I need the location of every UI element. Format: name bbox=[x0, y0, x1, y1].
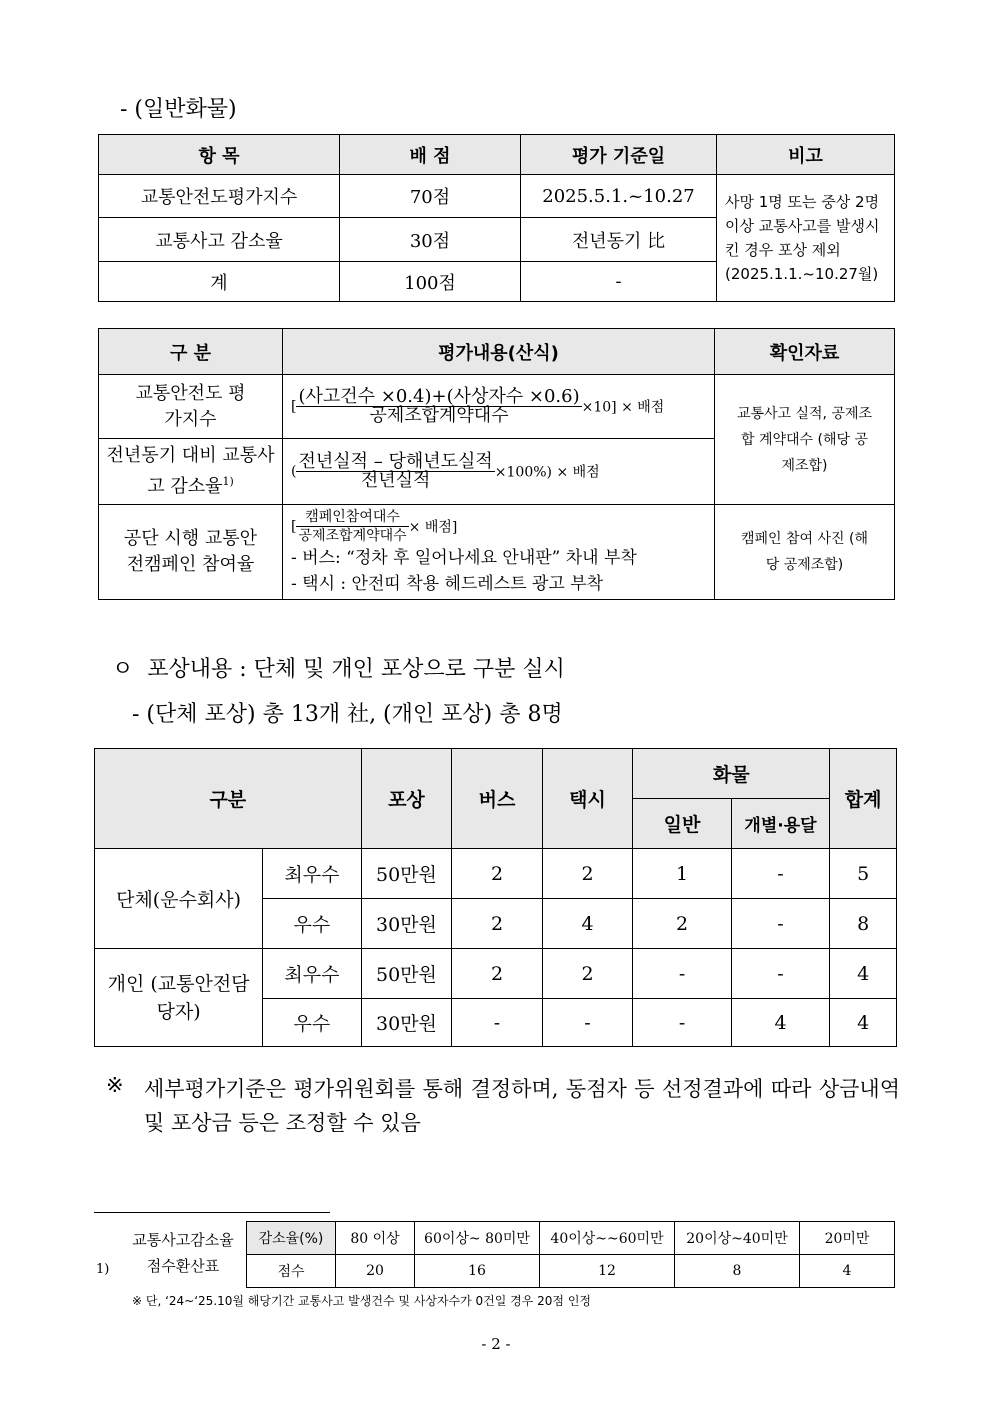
table-cell: 8 bbox=[830, 899, 897, 949]
header-note: 비고 bbox=[717, 135, 895, 175]
exclusion-note: 사망 1명 또는 중상 2명 이상 교통사고를 발생시킨 경우 포상 제외 (2025.1.1.~10.27월) bbox=[717, 175, 895, 302]
header-score: 배 점 bbox=[340, 135, 521, 175]
header-total: 합계 bbox=[830, 749, 897, 849]
range-cell: 80 이상 bbox=[336, 1222, 415, 1255]
award-heading: ㅇ 포상내용 : 단체 및 개인 포상으로 구분 실시 bbox=[112, 657, 565, 682]
table-cell: 2 bbox=[542, 949, 633, 999]
score-cell: 16 bbox=[415, 1255, 540, 1288]
source-cell: 캠페인 참여 사진 (해당 공제조합) bbox=[715, 505, 895, 600]
table-cell: 4 bbox=[830, 999, 897, 1047]
safety-index-formula: [ $\frac{\text{(사고건수 ×0.4)+(사상자수 ×0.6)}}{\text{공제조합계약대수}}$ ×10] × 배점 bbox=[283, 375, 715, 439]
range-cell: 20이상~40미만 bbox=[675, 1222, 800, 1255]
person-label: 개인 (교통안전담당자) bbox=[95, 949, 263, 1047]
header-taxi: 택시 bbox=[542, 749, 633, 849]
taxi-campaign-note: - 택시 : 안전띠 착용 헤드레스트 광고 부착 bbox=[291, 573, 604, 594]
table-cell: 70점 bbox=[340, 175, 521, 218]
header-award: 포상 bbox=[361, 749, 452, 849]
table-cell: 2025.5.1.~10.27 bbox=[521, 175, 717, 218]
fraction: $\frac{\text{전년실적 – 당해년도실적}}{\text{전년실적}}$ bbox=[298, 451, 493, 491]
footnote-note: ※ 단, ‘24~‘25.10월 해당기간 교통사고 발생건수 및 사상자수가 0건일 경우 20점 인정 bbox=[132, 1294, 592, 1308]
score-label: 점수 bbox=[247, 1255, 336, 1288]
table-cell: - bbox=[633, 949, 731, 999]
score-cell: 20 bbox=[336, 1255, 415, 1288]
table-cell: 30만원 bbox=[361, 999, 452, 1047]
table-cell: 1 bbox=[633, 849, 731, 899]
remark-text: 세부평가기준은 평가위원회를 통해 결정하며, 동점자 등 선정결과에 따라 상금내역 및 포상금 등은 조정할 수 있음 bbox=[144, 1077, 900, 1135]
table-cell: 2 bbox=[542, 849, 633, 899]
table-cell: 2 bbox=[452, 949, 543, 999]
range-cell: 20미만 bbox=[800, 1222, 895, 1255]
table-cell: 교통안전도평가지수 bbox=[99, 175, 340, 218]
row-label: 교통안전도 평가지수 bbox=[99, 375, 283, 439]
source-cell: 교통사고 실적, 공제조합 계약대수 (해당 공제조합) bbox=[715, 375, 895, 505]
table-cell: 4 bbox=[830, 949, 897, 999]
reduction-label: 감소율(%) bbox=[247, 1222, 336, 1255]
table-cell: 2 bbox=[452, 899, 543, 949]
score-cell: 12 bbox=[540, 1255, 675, 1288]
footnote-number: 1) bbox=[96, 1262, 110, 1277]
table-cell: 50만원 bbox=[361, 849, 452, 899]
table-cell: - bbox=[633, 999, 731, 1047]
fraction: $\frac{\text{캠페인참여대수}}{\text{공제조합계약대수}}$ bbox=[298, 508, 407, 544]
header-formula: 평가내용(산식) bbox=[283, 329, 715, 375]
footnote-divider bbox=[94, 1212, 330, 1213]
score-cell: 4 bbox=[800, 1255, 895, 1288]
table-cell: - bbox=[452, 999, 543, 1047]
section-heading: - (일반화물) bbox=[120, 97, 237, 122]
table-cell: 최우수 bbox=[263, 849, 361, 899]
table-cell: 교통사고 감소율 bbox=[99, 218, 340, 262]
header-category: 구 분 bbox=[99, 329, 283, 375]
score-cell: 8 bbox=[675, 1255, 800, 1288]
header-individual: 개별·용달 bbox=[731, 799, 829, 849]
header-item: 항 목 bbox=[99, 135, 340, 175]
reduction-rate-formula: ( $\frac{\text{전년실적 – 당해년도실적}}{\text{전년실적}}$ ×100%) × 배점 bbox=[283, 439, 715, 505]
range-cell: 40이상~~60미만 bbox=[540, 1222, 675, 1255]
table-cell: - bbox=[731, 849, 829, 899]
table-cell: 100점 bbox=[340, 262, 521, 302]
table-cell: 4 bbox=[731, 999, 829, 1047]
remark-mark: ※ bbox=[106, 1073, 124, 1097]
range-cell: 60이상~ 80미만 bbox=[415, 1222, 540, 1255]
table-cell: 30만원 bbox=[361, 899, 452, 949]
fraction: $\frac{\text{(사고건수 ×0.4)+(사상자수 ×0.6)}}{\text{공제조합계약대수}}$ bbox=[298, 386, 580, 426]
table-cell: - bbox=[521, 262, 717, 302]
header-general: 일반 bbox=[633, 799, 731, 849]
table-cell: - bbox=[731, 899, 829, 949]
table-cell: 30점 bbox=[340, 218, 521, 262]
row-label: 공단 시행 교통안전캠페인 참여율 bbox=[99, 505, 283, 600]
group-label: 단체(운수회사) bbox=[95, 849, 263, 949]
header-bus: 버스 bbox=[452, 749, 543, 849]
header-cargo: 화물 bbox=[633, 749, 830, 799]
table-cell: - bbox=[731, 949, 829, 999]
page-number: - 2 - bbox=[481, 1335, 511, 1353]
row-label: 전년동기 대비 교통사고 감소율$^{1)}$ bbox=[99, 439, 283, 505]
footnote-title: 교통사고감소율 점수환산표 bbox=[132, 1231, 234, 1275]
score-conversion-table bbox=[246, 1221, 895, 1288]
formula-table bbox=[98, 328, 895, 600]
table-cell: 계 bbox=[99, 262, 340, 302]
bus-campaign-note: - 버스: “정차 후 일어나세요 안내판” 차내 부착 bbox=[291, 547, 637, 568]
header-source: 확인자료 bbox=[715, 329, 895, 375]
score-table bbox=[98, 134, 895, 302]
table-cell: 5 bbox=[830, 849, 897, 899]
table-cell: 우수 bbox=[263, 899, 361, 949]
campaign-formula: [ $\frac{\text{캠페인참여대수}}{\text{공제조합계약대수}}$ × 배점] - 버스: “정차 후 일어나세요 안내판” 차내 부착 - 택시 : 안전띠 착용 헤드레스트 광고 부착 bbox=[283, 505, 715, 600]
table-cell: 2 bbox=[633, 899, 731, 949]
table-cell: - bbox=[542, 999, 633, 1047]
table-cell: 우수 bbox=[263, 999, 361, 1047]
table-cell: 최우수 bbox=[263, 949, 361, 999]
award-subheading: - (단체 포상) 총 13개 社, (개인 포상) 총 8명 bbox=[132, 702, 563, 727]
table-cell: 50만원 bbox=[361, 949, 452, 999]
table-cell: 전년동기 比 bbox=[521, 218, 717, 262]
table-cell: 2 bbox=[452, 849, 543, 899]
award-table bbox=[94, 748, 897, 1047]
header-category: 구분 bbox=[95, 749, 362, 849]
header-date: 평가 기준일 bbox=[521, 135, 717, 175]
table-cell: 4 bbox=[542, 899, 633, 949]
